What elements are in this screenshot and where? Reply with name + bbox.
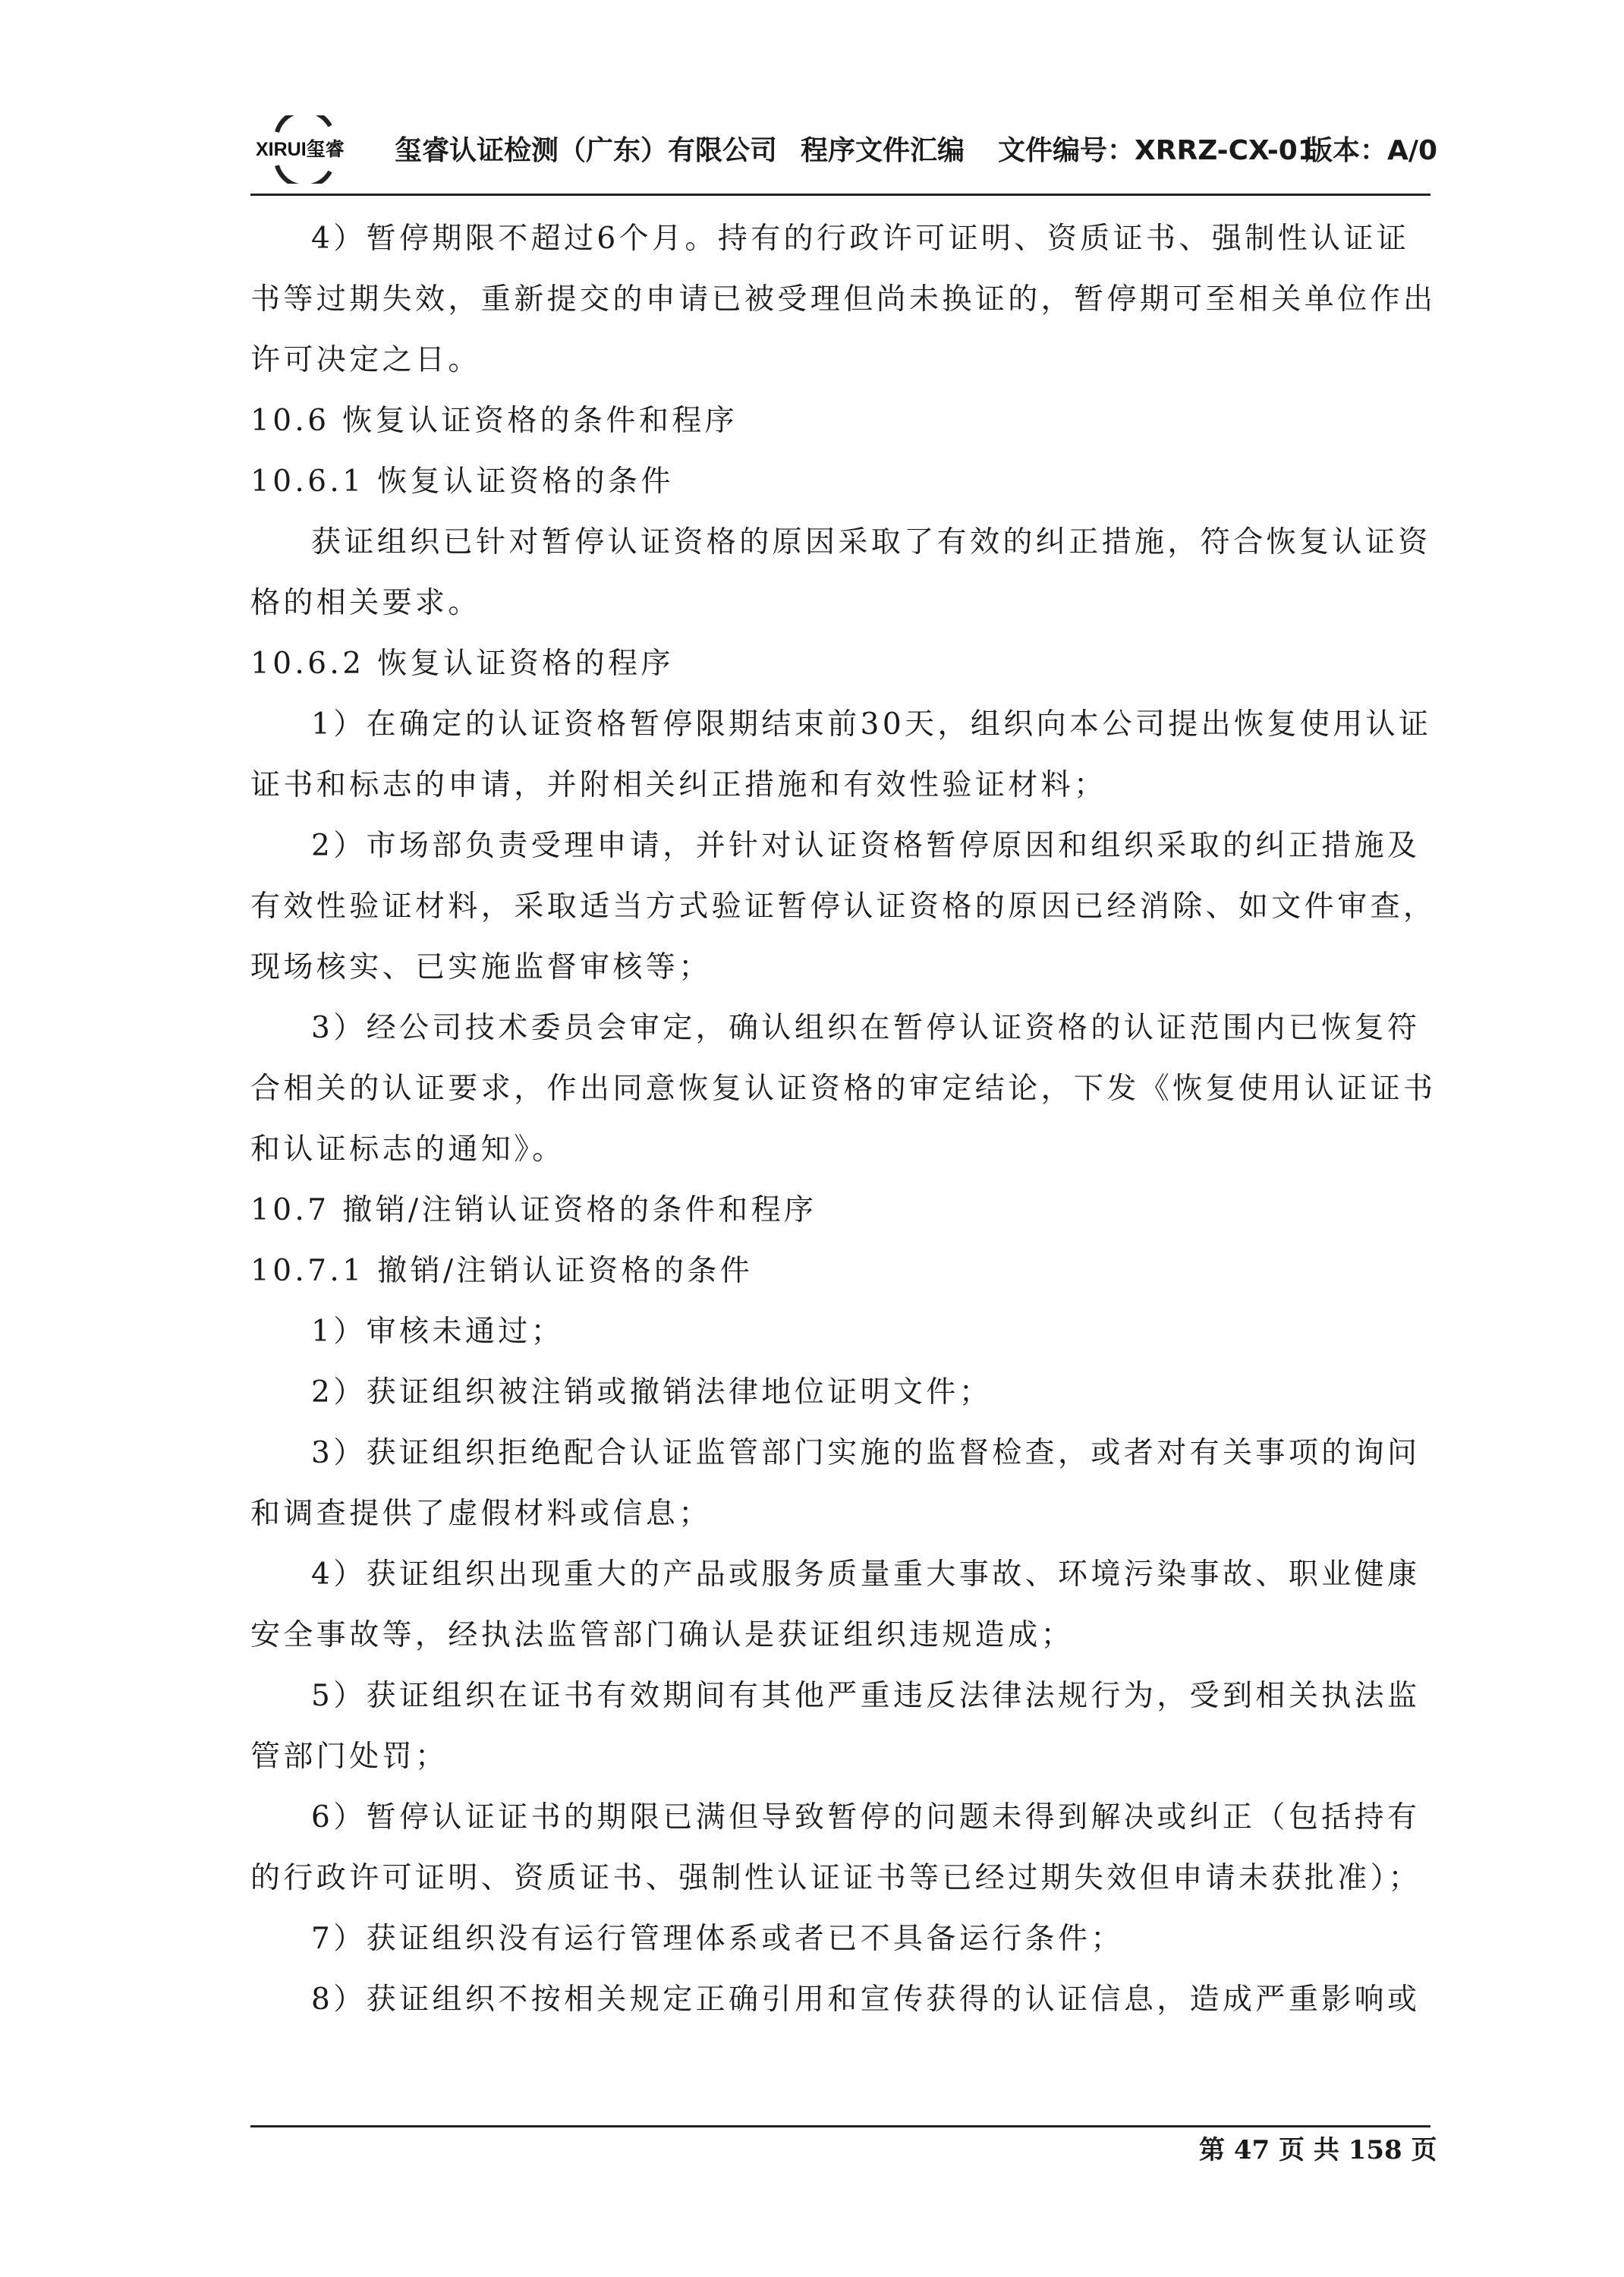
body-line: 和认证标志的通知》。 [250, 1132, 565, 1167]
document-version: 版本：A/0 [1305, 135, 1438, 166]
document-series: 程序文件汇编 [801, 135, 965, 166]
body-line: 合相关的认证要求，作出同意恢复认证资格的审定结论，下发《恢复使用认证证书 [250, 1072, 1437, 1106]
body-line: 证书和标志的申请，并附相关纠正措施和有效性验证材料； [250, 768, 1107, 802]
logo-graphic [254, 115, 364, 184]
body-line: 3）获证组织拒绝配合认证监管部门实施的监督检查，或者对有关事项的询问 [311, 1436, 1421, 1470]
body-line: 6）暂停认证证书的期限已满但导致暂停的问题未得到解决或纠正（包括持有 [311, 1800, 1421, 1835]
body-line: 和调查提供了虚假材料或信息； [250, 1497, 712, 1531]
body-line: 4）获证组织出现重大的产品或服务质量重大事故、环境污染事故、职业健康 [311, 1557, 1421, 1592]
body-line: 4）暂停期限不超过6个月。持有的行政许可证明、资质证书、强制性认证证 [311, 222, 1410, 256]
body-line: 格的相关要求。 [250, 586, 481, 620]
logo-text: XIRUI玺睿 [256, 139, 345, 160]
body-line: 8）获证组织不按相关规定正确引用和宣传获得的认证信息，造成严重影响或 [311, 1983, 1421, 2017]
section-heading: 10.7.1 撤销/注销认证资格的条件 [250, 1254, 754, 1288]
body-line: 3）经公司技术委员会审定，确认组织在暂停认证资格的认证范围内已恢复符 [311, 1011, 1421, 1045]
body-line: 许可决定之日。 [250, 343, 481, 377]
company-name: 玺睿认证检测（广东）有限公司 [395, 135, 778, 166]
body-line: 获证组织已针对暂停认证资格的原因采取了有效的纠正措施，符合恢复认证资 [311, 525, 1431, 559]
section-heading: 10.6.2 恢复认证资格的程序 [250, 647, 674, 681]
section-heading: 10.7 撤销/注销认证资格的条件和程序 [250, 1193, 817, 1227]
document-number: 文件编号：XRRZ-CX-01 [998, 135, 1317, 166]
body-line: 管部门处罚； [250, 1740, 448, 1774]
body-line: 1）在确定的认证资格暂停限期结束前30天，组织向本公司提出恢复使用认证 [311, 707, 1432, 742]
body-line: 有效性验证材料，采取适当方式验证暂停认证资格的原因已经消除、如文件审查， [250, 890, 1437, 924]
page-header [254, 114, 1438, 190]
body-line: 书等过期失效，重新提交的申请已被受理但尚未换证的，暂停期可至相关单位作出 [250, 282, 1437, 317]
header-divider [250, 194, 1430, 196]
footer-divider [250, 2125, 1430, 2127]
body-line: 2）市场部负责受理申请，并针对认证资格暂停原因和组织采取的纠正措施及 [311, 829, 1421, 863]
company-logo [254, 115, 364, 184]
body-line: 1）审核未通过； [311, 1315, 565, 1349]
body-line: 5）获证组织在证书有效期间有其他严重违反法律法规行为，受到相关执法监 [311, 1679, 1421, 1713]
body-line: 2）获证组织被注销或撤销法律地位证明文件； [311, 1375, 993, 1409]
body-line: 的行政许可证明、资质证书、强制性认证证书等已经过期失效但申请未获批准）； [250, 1861, 1421, 1895]
body-line: 现场核实、已实施监督审核等； [250, 950, 712, 984]
body-line: 7）获证组织没有运行管理体系或者已不具备运行条件； [311, 1922, 1124, 1956]
body-line: 安全事故等，经执法监管部门确认是获证组织违规造成； [250, 1618, 1075, 1652]
document-body [250, 209, 1437, 2030]
page-number: 第 47 页 共 158 页 [1199, 2135, 1437, 2165]
section-heading: 10.6 恢复认证资格的条件和程序 [250, 404, 738, 438]
section-heading: 10.6.1 恢复认证资格的条件 [250, 465, 674, 499]
